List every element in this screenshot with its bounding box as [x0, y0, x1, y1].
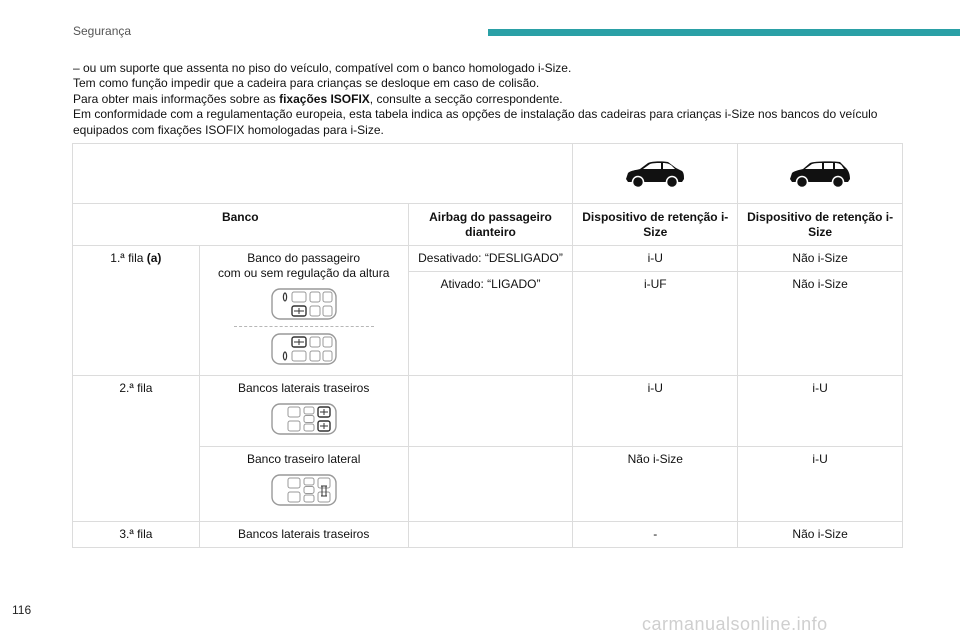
intro-text [73, 61, 903, 138]
car-icons-row [73, 144, 903, 204]
table-row-3 [73, 522, 903, 548]
row-2-label: 2.ª fila [73, 376, 200, 522]
header-airbag: Airbag do passageiro dianteiro [408, 204, 573, 246]
front-seat-diagrams [204, 285, 404, 368]
intro-line-3 [73, 92, 903, 107]
row-1-seat [199, 246, 408, 376]
intro-line-2: Tem como função impedir que a cadeira para crianças se desloque em caso de colisão. [73, 76, 540, 91]
car-cell-1 [573, 144, 738, 204]
table-row-1a [73, 246, 903, 272]
row-3-seat: Bancos laterais traseiros [199, 522, 408, 548]
table-header-row [73, 204, 903, 246]
header-seat: Banco [73, 204, 409, 246]
row-3-label: 3.ª fila [73, 522, 200, 548]
watermark: carmanualsonline.info [642, 614, 828, 634]
row-2a-device-1: i-U [573, 376, 738, 447]
row-1a-device-2: Não i-Size [738, 246, 903, 272]
intro-line-3-before: Para obter mais informações sobre as [73, 91, 280, 106]
front-passenger-seat-diagram-icon [270, 287, 338, 321]
row-3-device-2: Não i-Size [738, 522, 903, 548]
row-2b-airbag [408, 447, 573, 522]
seat-diagram-divider [234, 326, 374, 327]
row-1a-airbag: Desativado: “DESLIGADO” [408, 246, 573, 272]
row-1-seat-line-1: Banco do passageiro [247, 251, 361, 265]
row-1-label-note: (a) [146, 251, 162, 265]
row-2b-device-2: i-U [738, 447, 903, 522]
row-1b-device-1: i-UF [573, 272, 738, 376]
row-1-seat-line-2: com ou sem regulação da altura [217, 266, 390, 280]
row-1b-airbag: Ativado: “LIGADO” [408, 272, 573, 376]
intro-line-3-after: , consulte a secção correspondente. [369, 91, 563, 106]
row-1a-device-1: i-U [573, 246, 738, 272]
row-2b-device-1: Não i-Size [573, 447, 738, 522]
row-2a-airbag [408, 376, 573, 447]
empty-header-cell [73, 144, 573, 204]
row-2b-seat-text: Banco traseiro lateral [246, 452, 361, 466]
header-accent-bar [488, 29, 960, 36]
row-1-label-text: 1.ª fila [110, 251, 147, 265]
isofix-link-text: fixações ISOFIX [279, 91, 370, 106]
header-device-1: Dispositivo de retenção i-Size [573, 204, 738, 246]
row-3-airbag [408, 522, 573, 548]
row-1b-device-2: Não i-Size [738, 272, 903, 376]
row-3-device-1: - [573, 522, 738, 548]
row-1-label [73, 246, 200, 376]
car-cell-2 [738, 144, 903, 204]
section-title: Segurança [73, 24, 132, 38]
rear-side-seat-diagram-icon [270, 473, 338, 507]
row-2a-seat [199, 376, 408, 447]
isize-installation-table [72, 143, 903, 548]
page-number: 116 [12, 603, 32, 617]
intro-line-4: Em conformidade com a regulamentação europeia, esta tabela indica as opções de instalação das cadeiras para crianças i-Size nos bancos do veículo equipados com fixações ISOFIX homologadas para i-Size. [73, 107, 878, 137]
row-2a-seat-text: Bancos laterais traseiros [237, 381, 370, 395]
header-device-2: Dispositivo de retenção i-Size [738, 204, 903, 246]
rear-side-seats-diagram-icon [270, 402, 338, 436]
intro-line-1: – ou um suporte que assenta no piso do veículo, compatível com o banco homologado i-Size. [73, 61, 572, 75]
row-2a-device-2: i-U [738, 376, 903, 447]
car-suv-5-seat-icon [622, 158, 688, 190]
front-passenger-seat-diagram-icon [270, 332, 338, 366]
car-suv-7-seat-icon [787, 158, 853, 190]
table-row-2a [73, 376, 903, 447]
row-2b-seat [199, 447, 408, 522]
